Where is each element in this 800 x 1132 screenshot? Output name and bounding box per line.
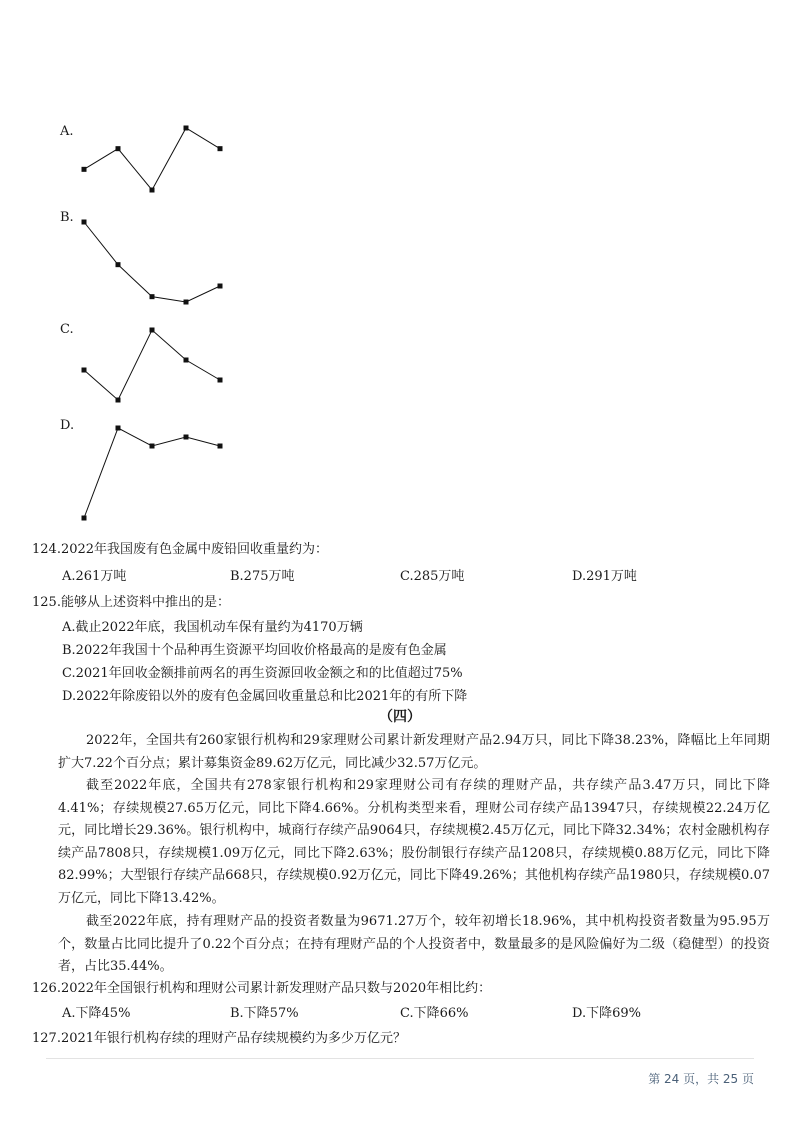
section-heading: （四） — [379, 709, 421, 725]
option-a-point — [218, 146, 223, 151]
option-b-point — [150, 294, 155, 299]
question-125-stem: 125.能够从上述资料中推出的是： — [32, 595, 230, 610]
option-a-point — [116, 146, 121, 151]
option-c-line-graph — [78, 326, 228, 404]
q125-option-d[interactable]: D.2022年除废铅以外的废有色金属回收重量总和比2021年的有所下降 — [62, 689, 468, 704]
option-c-point — [82, 368, 87, 373]
option-a-line-graph — [78, 124, 228, 194]
q126-option-d[interactable]: D.下降69% — [572, 1006, 641, 1021]
option-d-label: D. — [60, 418, 75, 433]
q126-option-c[interactable]: C.下降66% — [400, 1006, 469, 1021]
q124-option-b[interactable]: B.275万吨 — [230, 569, 295, 584]
option-d-polyline — [84, 428, 220, 518]
question-126-stem: 126.2022年全国银行机构和理财公司累计新发理财产品只数与2020年相比约： — [32, 981, 492, 996]
page-number: 第 24 页，共 25 页 — [648, 1072, 754, 1086]
footer-divider — [46, 1058, 754, 1059]
option-d-point — [116, 426, 121, 431]
option-b-polyline — [84, 222, 220, 302]
option-d-point — [218, 444, 223, 449]
question-127-stem: 127.2021年银行机构存续的理财产品存续规模约为多少万亿元？ — [32, 1031, 407, 1046]
option-b-point — [184, 300, 189, 305]
option-c-point — [150, 328, 155, 333]
q125-option-c[interactable]: C.2021年回收金额排前两名的再生资源回收金额之和的比值超过75% — [62, 666, 463, 681]
option-b-point — [218, 284, 223, 289]
paragraph-3: 截至2022年底，持有理财产品的投资者数量为9671.27万个，较年初增长18.96%，其中机构投资者数量为95.95万个，数量占比同比提升了0.22个百分点；在持有理财产品的个人投资者中，数量最多的是风险偏好为二级（稳健型）的投资者，占比35.44%。 — [58, 914, 770, 974]
q126-option-a[interactable]: A.下降45% — [62, 1006, 131, 1021]
option-c-point — [116, 398, 121, 403]
option-c-point — [184, 358, 189, 363]
q125-option-a[interactable]: A.截止2022年底，我国机动车保有量约为4170万辆 — [62, 620, 363, 635]
option-d-line-graph — [78, 424, 228, 522]
option-a-point — [150, 188, 155, 193]
option-b-point — [82, 220, 87, 225]
option-d-point — [82, 516, 87, 521]
option-a-label: A. — [60, 124, 74, 139]
q124-option-a[interactable]: A.261万吨 — [62, 569, 127, 584]
option-a-point — [82, 167, 87, 172]
q124-option-c[interactable]: C.285万吨 — [400, 569, 465, 584]
option-a-point — [184, 126, 189, 131]
question-124-stem: 124.2022年我国废有色金属中废铅回收重量约为： — [32, 542, 329, 557]
option-d-point — [150, 444, 155, 449]
paragraph-1: 2022年，全国共有260家银行机构和29家理财公司累计新发理财产品2.94万只，同比下降38.23%，降幅比上年同期扩大7.22个百分点；累计募集资金89.62万亿元，同比减少32.57万亿元。 — [58, 733, 770, 771]
option-c-polyline — [84, 330, 220, 400]
q126-option-b[interactable]: B.下降57% — [230, 1006, 299, 1021]
option-d-point — [184, 435, 189, 440]
option-c-point — [218, 378, 223, 383]
option-a-polyline — [84, 128, 220, 190]
option-b-point — [116, 262, 121, 267]
q125-option-b[interactable]: B.2022年我国十个品种再生资源平均回收价格最高的是废有色金属 — [62, 643, 447, 658]
option-b-label: B. — [60, 210, 74, 225]
option-b-line-graph — [78, 218, 228, 306]
option-c-label: C. — [60, 322, 74, 337]
q124-option-d[interactable]: D.291万吨 — [572, 569, 637, 584]
paragraph-2: 截至2022年底，全国共有278家银行机构和29家理财公司有存续的理财产品，共存续产品3.47万只，同比下降4.41%；存续规模27.65万亿元，同比下降4.66%。分机构类型来看，理财公司存续产品13947只，存续规模22.24万亿元，同比增长29.36%。银行机构中，城商行存续产品9064只，存续规模2.45万亿元，同比下降32.34%；农村金融机构存续产品7808只，存续规模1.09万亿元，同比下降2.63%；股份制银行存续产品1208只，存续规模0.88万亿元，同比下降82.99%；大型银行存续产品668只，存续规模0.92万亿元，同比下降49.26%；其他机构存续产品1980只，存续规模0.07万亿元，同比下降13.42%。 — [58, 778, 770, 906]
